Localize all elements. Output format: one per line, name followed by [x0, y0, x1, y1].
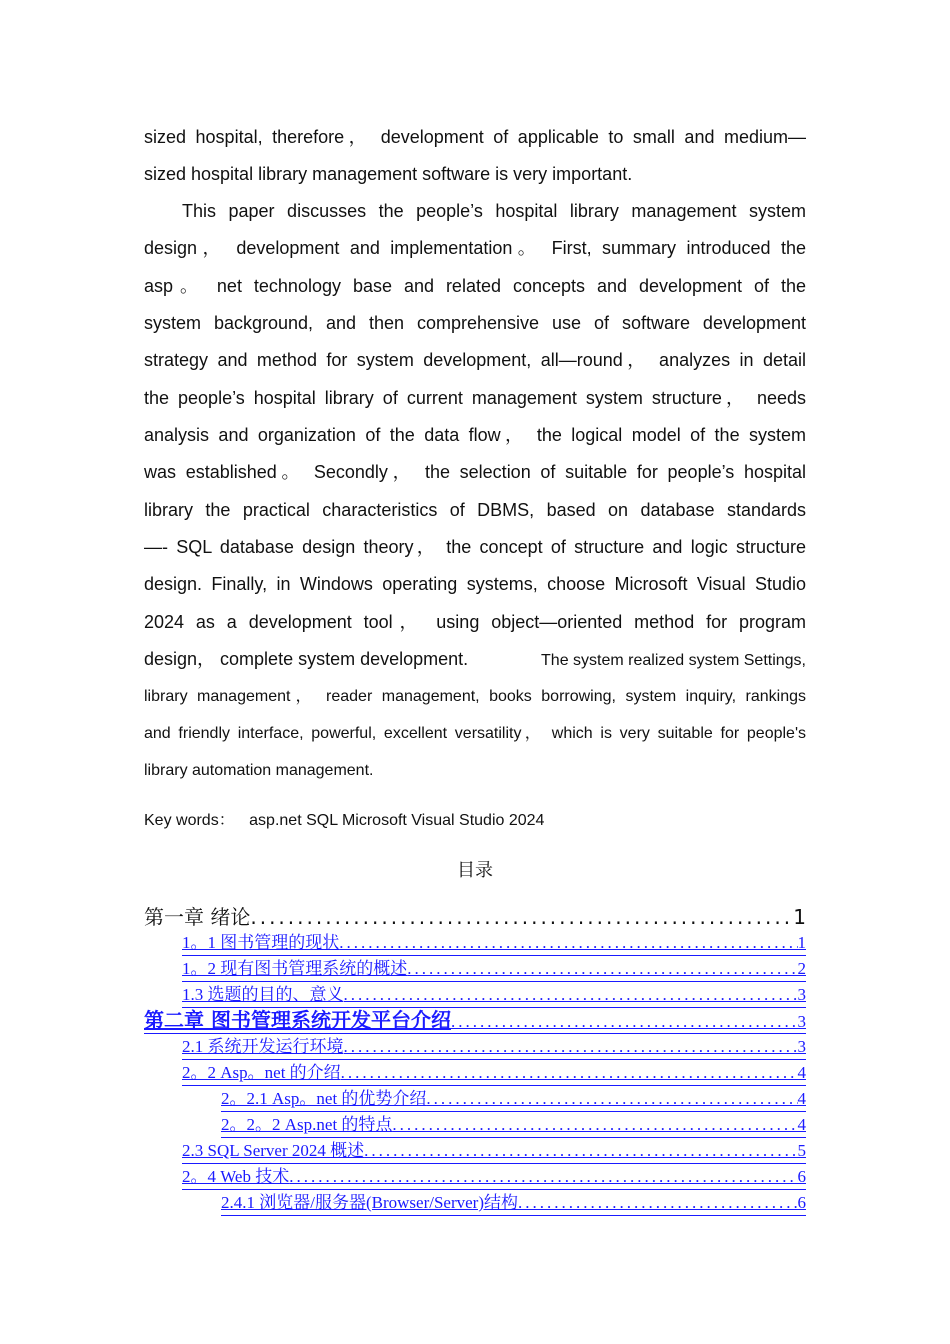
abstract-line: was established。 Secondly， the selection of suitable for people’s hospital: [144, 462, 806, 482]
toc-page: 6: [797, 1167, 806, 1186]
toc-label: 第一章 绪论: [144, 905, 251, 929]
toc-label: 2。2。2 Asp.net 的特点: [221, 1115, 393, 1134]
toc-page: 4: [797, 1089, 806, 1108]
abstract-text: The system realized system Settings,: [541, 652, 806, 669]
abstract-line: 2024 as a development tool， using object—oriented method for program: [144, 612, 806, 632]
keywords-label: Key words：: [144, 812, 235, 829]
toc-label: 1。1 图书管理的现状: [182, 933, 340, 952]
toc-entry[interactable]: [182, 930, 806, 956]
abstract-line: strategy and method for system development, all—round， analyzes in detail: [144, 350, 806, 370]
toc-label: 2.4.1 浏览器/服务器(Browser/Server)结构: [221, 1193, 518, 1212]
abstract-line: analysis and organization of the data flow， the logical model of the system: [144, 425, 806, 445]
toc-entry[interactable]: [221, 1086, 806, 1112]
toc-leader: [344, 982, 798, 1007]
toc-leader: [451, 1009, 798, 1034]
toc-leader: [518, 1190, 798, 1215]
toc-label: 2.1 系统开发运行环境: [182, 1037, 344, 1056]
abstract-line: design， development and implementation。 First, summary introduced the: [144, 238, 806, 258]
abstract-line: library management， reader management, books borrowing, system inquiry, rankings: [144, 688, 806, 705]
toc-label: 1.3 选题的目的、意义: [182, 985, 344, 1004]
toc-page: 3: [797, 1037, 806, 1056]
toc-leader: [341, 1060, 798, 1085]
toc-entry[interactable]: [182, 982, 806, 1008]
toc-leader: [364, 1138, 797, 1163]
toc-leader: [392, 1112, 797, 1137]
toc-page: 3: [797, 1012, 806, 1031]
abstract-line: sized hospital, therefore， development of applicable to small and medium—: [144, 127, 806, 147]
toc-label: 2。2 Asp。net 的介绍: [182, 1063, 341, 1082]
toc-entry[interactable]: [182, 1164, 806, 1190]
toc-page: 6: [797, 1193, 806, 1212]
toc-entry[interactable]: [182, 956, 806, 982]
toc-page: 1: [793, 905, 806, 929]
abstract-line: the people’s hospital library of current management system structure， needs: [144, 388, 806, 408]
toc-leader: [339, 930, 797, 955]
toc-label: 2。2.1 Asp。net 的优势介绍: [221, 1089, 427, 1108]
toc-entry[interactable]: [221, 1112, 806, 1138]
toc-leader: [426, 1086, 797, 1111]
abstract-line: [144, 648, 806, 672]
toc-entry[interactable]: [221, 1190, 806, 1216]
abstract-text: design， complete system development.: [144, 649, 469, 669]
abstract-line: library automation management.: [144, 762, 374, 779]
toc-leader: [289, 1164, 797, 1189]
toc-page: 2: [797, 959, 806, 978]
toc-page: 1: [797, 933, 806, 952]
toc-label: 第二章 图书管理系统开发平台介绍: [144, 1008, 451, 1032]
toc-label: 2.3 SQL Server 2024 概述: [182, 1141, 365, 1160]
table-of-contents: [144, 905, 806, 1216]
abstract-line: —- SQL database design theory， the concept of structure and logic structure: [144, 537, 806, 557]
abstract-line: and friendly interface, powerful, excellent versatility， which is very suitable for people's: [144, 725, 806, 742]
abstract-line: This paper discusses the people’s hospital library management system: [182, 201, 806, 221]
abstract-line: asp。 net technology base and related concepts and development of the: [144, 276, 806, 296]
toc-entry[interactable]: [182, 1060, 806, 1086]
abstract-line: system background, and then comprehensive use of software development: [144, 313, 806, 333]
toc-entry[interactable]: [182, 1138, 806, 1164]
toc-page: 5: [797, 1141, 806, 1160]
toc-leader: [407, 956, 797, 981]
toc-leader: [250, 905, 793, 930]
abstract-line: sized hospital library management software is very important.: [144, 164, 633, 184]
toc-label: 1。2 现有图书管理系统的概述: [182, 959, 408, 978]
toc-entry[interactable]: [144, 1008, 806, 1034]
toc-leader: [344, 1034, 798, 1059]
toc-entry[interactable]: [144, 905, 806, 930]
keywords-value: asp.net SQL Microsoft Visual Studio 2024: [249, 812, 545, 829]
toc-page: 4: [797, 1115, 806, 1134]
toc-title: 目录: [457, 860, 493, 880]
abstract-line: design. Finally, in Windows operating systems, choose Microsoft Visual Studio: [144, 574, 806, 594]
toc-page: 4: [797, 1063, 806, 1082]
toc-entry[interactable]: [182, 1034, 806, 1060]
toc-page: 3: [797, 985, 806, 1004]
toc-label: 2。4 Web 技术: [182, 1167, 290, 1186]
abstract-line: library the practical characteristics of DBMS, based on database standards: [144, 500, 806, 520]
keywords: [144, 807, 544, 830]
